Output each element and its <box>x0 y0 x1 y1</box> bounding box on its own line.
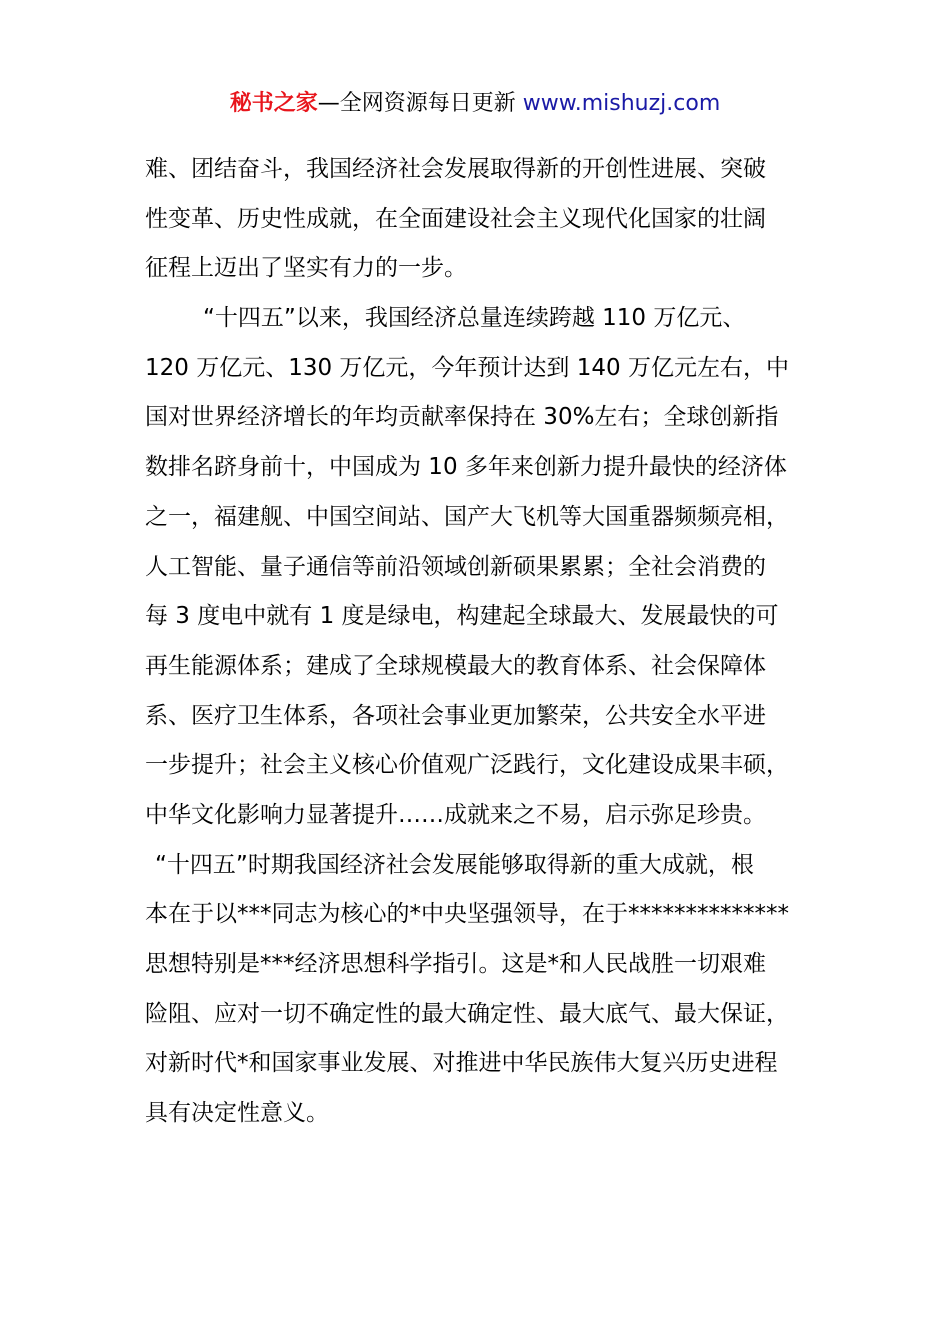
page-header <box>0 88 950 120</box>
text-line: 征程上迈出了坚实有力的一步。 <box>145 255 467 282</box>
header-tagline: —全网资源每日更新 <box>317 91 523 116</box>
text-line: 之一，福建舰、中国空间站、国产大飞机等大国重器频频亮相， <box>145 503 789 530</box>
text-line: 每 3 度电中就有 1 度是绿电，构建起全球最大、发展最快的可 <box>145 603 779 630</box>
paragraph-first-line: “十四五”以来，我国经济总量连续跨越 110 万亿元、 <box>203 305 746 332</box>
text-line: 数排名跻身前十，中国成为 10 多年来创新力提升最快的经济体 <box>145 454 787 481</box>
text-line: 系、医疗卫生体系，各项社会事业更加繁荣，公共安全水平进 <box>145 702 766 729</box>
brand-name: 秘书之家 <box>229 91 318 116</box>
text-line: 一步提升；社会主义核心价值观广泛践行，文化建设成果丰硕， <box>145 752 789 779</box>
paragraph-first-line: “十四五”时期我国经济社会发展能够取得新的重大成就，根 <box>155 851 754 878</box>
text-line: 具有决定性意义。 <box>145 1100 329 1127</box>
text-line: 对新时代*和国家事业发展、对推进中华民族伟大复兴历史进程 <box>145 1050 778 1077</box>
text-line: 本在于以***同志为核心的*中央坚强领导，在于************** <box>145 901 789 928</box>
body-text <box>145 145 810 1139</box>
text-line: 再生能源体系；建成了全球规模最大的教育体系、社会保障体 <box>145 652 766 679</box>
text-line: 难、团结奋斗，我国经济社会发展取得新的开创性进展、突破 <box>145 156 766 182</box>
text-line: 人工智能、量子通信等前沿领域创新硕果累累；全社会消费的 <box>145 553 766 580</box>
text-line: 思想特别是***经济思想科学指引。这是*和人民战胜一切艰难 <box>145 951 766 977</box>
text-line: 120 万亿元、130 万亿元，今年预计达到 140 万亿元左右，中 <box>145 354 789 381</box>
text-line: 性变革、历史性成就，在全面建设社会主义现代化国家的壮阔 <box>145 205 766 232</box>
text-line: 国对世界经济增长的年均贡献率保持在 30%左右；全球创新指 <box>145 404 779 431</box>
site-url[interactable]: www.mishuzj.com <box>522 91 721 116</box>
text-line: 险阻、应对一切不确定性的最大确定性、最大底气、最大保证， <box>145 1000 789 1027</box>
text-line: 中华文化影响力显著提升……成就来之不易，启示弥足珍贵。 <box>145 801 766 828</box>
